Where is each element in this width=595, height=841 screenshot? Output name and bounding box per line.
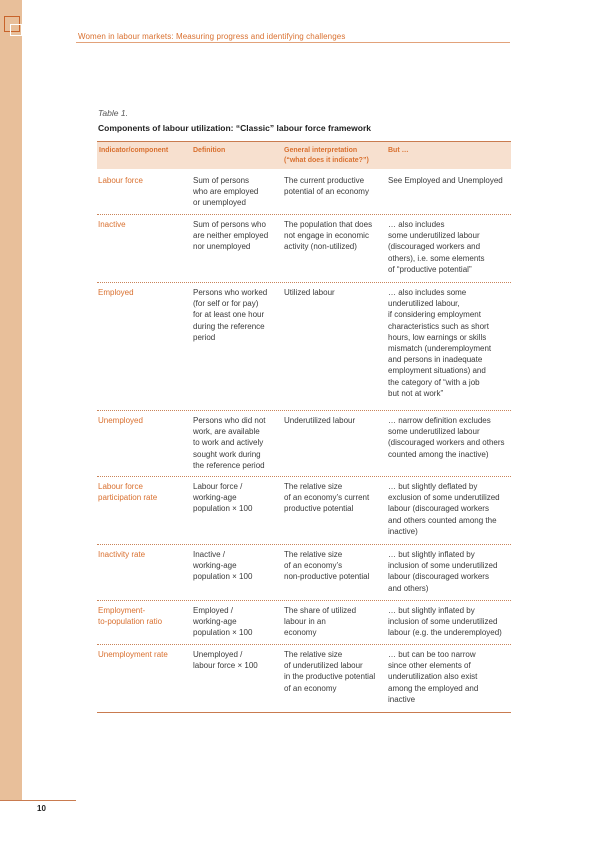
cell-but: … but slightly inflated by inclusion of some underutilized labour (e.g. the underemployed) <box>388 606 502 638</box>
row-separator <box>97 214 511 215</box>
cell-interpretation: Underutilized labour <box>284 416 356 425</box>
cell-definition: Inactive / working-age population × 100 <box>193 550 253 582</box>
cell-definition: Unemployed / labour force × 100 <box>193 650 258 671</box>
cell-indicator: Employment- to-population ratio <box>98 606 163 627</box>
header-rule <box>76 42 510 43</box>
cell-indicator: Inactivity rate <box>98 550 146 559</box>
cell-indicator: Labour force <box>98 176 143 185</box>
cell-but: … but slightly inflated by inclusion of some underutilized labour (discouraged workers and others) <box>388 550 498 593</box>
column-header-definition: Definition <box>193 147 226 154</box>
cell-indicator: Unemployed <box>98 416 143 425</box>
column-header-indicator: Indicator/component <box>99 147 169 154</box>
cell-interpretation: The relative size of an economy’s current productive potential <box>284 482 370 514</box>
table-caption: Components of labour utilization: “Classic” labour force framework <box>98 123 371 133</box>
table-label: Table 1. <box>98 108 128 118</box>
cell-definition: Sum of persons who are neither employed nor unemployed <box>193 220 269 252</box>
cell-but: See Employed and Unemployed <box>388 176 503 185</box>
cell-interpretation: The share of utilized labour in an economy <box>284 606 357 638</box>
row-separator <box>97 544 511 545</box>
cell-interpretation: The population that does not engage in economic activity (non-utilized) <box>284 220 373 252</box>
row-separator <box>97 476 511 477</box>
table-bottom-rule <box>97 712 511 713</box>
cell-interpretation: The relative size of underutilized labour in the productive potential of an economy <box>284 650 376 693</box>
cell-but: … but can be too narrow since other elements of underutilization also exist among the employed and inactive <box>388 650 479 704</box>
cell-but: … also includes some underutilized labour, if considering employment characteristics such as short hours, low earnings or skills mismatch (underemployment and persons in inadequate employment situations) and the category of “with a job but not at work” <box>388 288 492 398</box>
cell-definition: Persons who worked (for self or for pay) for at least one hour during the reference period <box>193 288 268 342</box>
cell-definition: Persons who did not work, are available to work and actively sought work during the reference period <box>193 416 266 470</box>
running-header: Women in labour markets: Measuring progress and identifying challenges <box>78 32 346 41</box>
cell-indicator: Labour force participation rate <box>98 482 158 503</box>
row-separator <box>97 644 511 645</box>
cell-interpretation: The relative size of an economy’s non-productive potential <box>284 550 370 582</box>
corner-decoration <box>0 16 22 46</box>
cell-definition: Employed / working-age population × 100 <box>193 606 253 638</box>
cell-but: … narrow definition excludes some underutilized labour (discouraged workers and others counted among the inactive) <box>388 416 505 459</box>
row-separator <box>97 282 511 283</box>
column-header-interpretation: General interpretation (“what does it indicate?”) <box>284 147 369 164</box>
cell-but: … but slightly deflated by exclusion of some underutilized labour (discouraged workers and others counted among the inactive) <box>388 482 500 536</box>
cell-interpretation: The current productive potential of an economy <box>284 176 369 197</box>
cell-indicator: Employed <box>98 288 134 297</box>
cell-definition: Labour force / working-age population × 100 <box>193 482 253 514</box>
cell-but: … also includes some underutilized labour (discouraged workers and others), i.e. some elements of “productive potential” <box>388 220 485 274</box>
column-header-but: But … <box>388 147 409 154</box>
cell-indicator: Inactive <box>98 220 126 229</box>
left-margin-band <box>0 0 22 800</box>
cell-interpretation: Utilized labour <box>284 288 335 297</box>
footer-rule <box>0 800 76 801</box>
page-number: 10 <box>37 804 46 813</box>
cell-definition: Sum of persons who are employed or unemployed <box>193 176 259 208</box>
cell-indicator: Unemployment rate <box>98 650 168 659</box>
row-separator <box>97 600 511 601</box>
row-separator <box>97 410 511 411</box>
